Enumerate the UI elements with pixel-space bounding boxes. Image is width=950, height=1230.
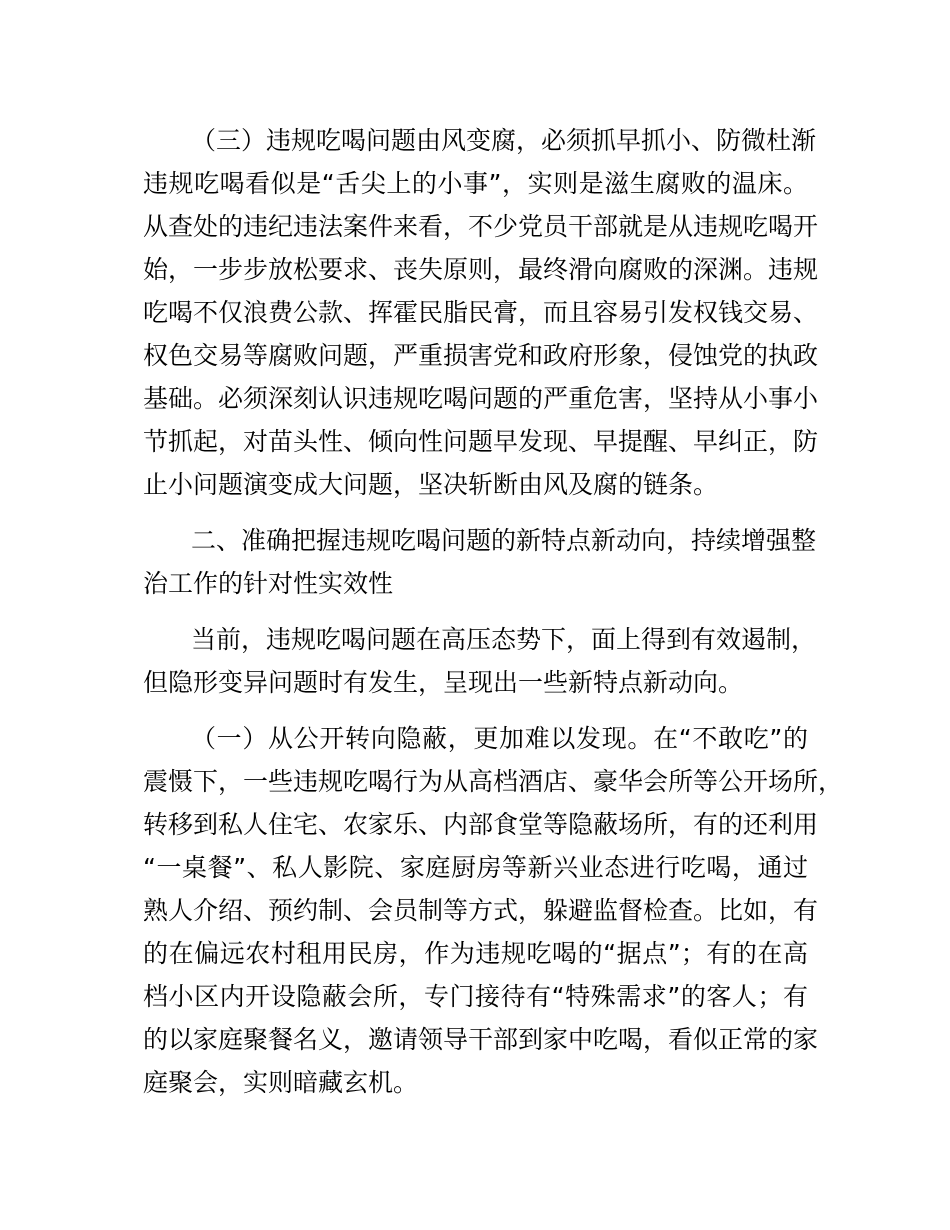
text-line: 节抓起，对苗头性、倾向性问题早发现、早提醒、早纠正，防 <box>143 427 819 456</box>
text-line: （一）从公开转向隐蔽，更加难以发现。在“不敢吃”的 <box>191 724 808 753</box>
text-line: 熟人介绍、预约制、会员制等方式，躲避监督检查。比如，有 <box>143 896 819 925</box>
text-line: 档小区内开设隐蔽会所，专门接待有“特殊需求”的客人；有 <box>143 982 808 1011</box>
text-line: 违规吃喝看似是“舌尖上的小事”，实则是滋生腐败的温床。 <box>143 169 808 198</box>
text-line: 的以家庭聚餐名义，邀请领导干部到家中吃喝，看似正常的家 <box>143 1025 819 1054</box>
text-line: 始，一步步放松要求、丧失原则，最终滑向腐败的深渊。违规 <box>143 255 819 284</box>
text-line: 止小问题演变成大问题，坚决斩断由风及腐的链条。 <box>143 470 719 499</box>
paragraph <box>143 119 819 506</box>
text-line: 但隐形变异问题时有发生，呈现出一些新特点新动向。 <box>143 668 744 697</box>
text-line: 治工作的针对性实效性 <box>143 569 394 598</box>
text-line: 从查处的违纪违法案件来看，不少党员干部就是从违规吃喝开 <box>143 212 819 241</box>
text-line: 的在偏远农村租用民房，作为违规吃喝的“据点”；有的在高 <box>143 939 808 968</box>
text-line: （三）违规吃喝问题由风变腐，必须抓早抓小、防微杜渐 <box>191 126 817 155</box>
text-line: 庭聚会，实则暗藏玄机。 <box>143 1068 419 1097</box>
text-line: 吃喝不仅浪费公款、挥霍民脂民膏，而且容易引发权钱交易、 <box>143 298 819 327</box>
document-page <box>143 119 844 1117</box>
text-line: 权色交易等腐败问题，严重损害党和政府形象，侵蚀党的执政 <box>143 341 819 370</box>
text-line: 基础。必须深刻认识违规吃喝问题的严重危害，坚持从小事小 <box>143 384 819 413</box>
text-line: 转移到私人住宅、农家乐、内部食堂等隐蔽场所，有的还利用 <box>143 810 819 839</box>
text-line: 震慑下，一些违规吃喝行为从高档酒店、豪华会所等公开场所， <box>143 767 844 796</box>
paragraph <box>143 717 844 1104</box>
paragraph <box>143 519 817 605</box>
text-line: “一桌餐”、私人影院、家庭厨房等新兴业态进行吃喝，通过 <box>143 853 808 882</box>
text-line: 二、准确把握违规吃喝问题的新特点新动向，持续增强整 <box>191 526 817 555</box>
paragraph <box>143 618 817 704</box>
text-line: 当前，违规吃喝问题在高压态势下，面上得到有效遏制， <box>191 625 817 654</box>
